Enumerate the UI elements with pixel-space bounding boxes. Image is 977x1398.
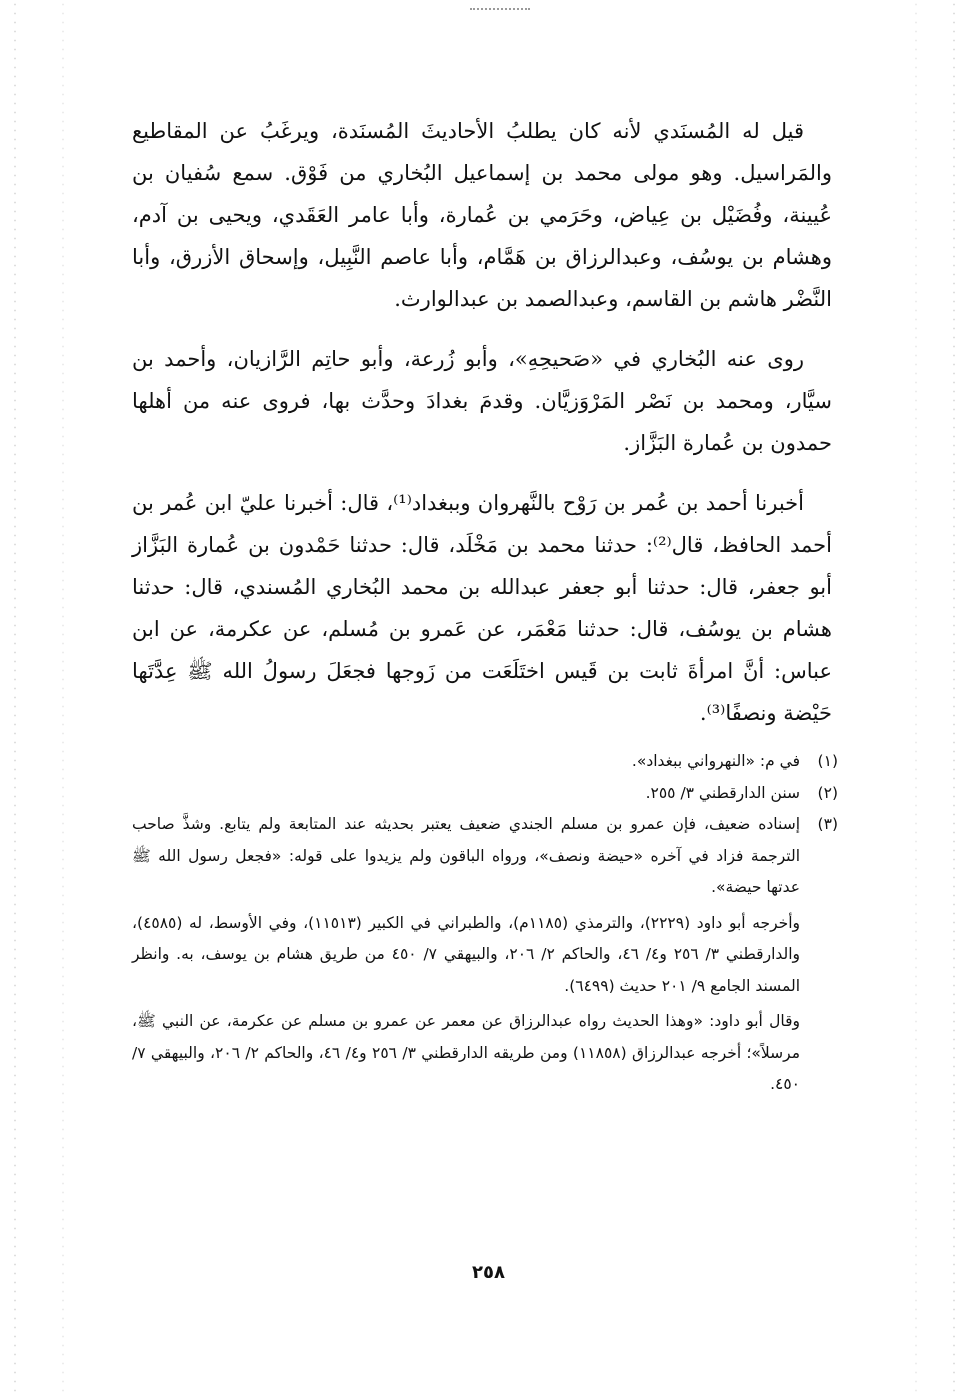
scan-margin-dots xyxy=(14,0,16,1398)
paragraph-biography: قيل له المُسنَدي لأنه كان يطلبُ الأحاديثَ المُسنَدة، ويرغَبُ عن المقاطيع والمَراسيل. وهو مولى محمد بن إسماعيل البُخاري من فَوْق. سمع سُفيان بن عُيينة، وفُضَيْل بن عِياض، وحَرَمي بن عُمارة، وأبا عامر العَقَدي، ويحيى بن آدم، وهشام بن يوسُف، وعبدالرزاق بن هَمَّام، وأبا عاصم النَّبِيل، وإسحاق الأزرق، وأبا النَّضْر هاشم بن القاسم، وعبدالصمد بن عبدالوارث. xyxy=(132,119,832,311)
footnote-abu-dawud-remark: وقال أبو داود: «وهذا الحديث رواه عبدالرزاق عن معمر عن عمرو بن مسلم عن عكرمة، عن النبي ﷺ، مرسلاً»؛ أخرجه عبدالرزاق (١١٨٥٨) ومن طريقه الدارقطني ٣/ ٢٥٦ و٤/ ٤٦، والحاكم ٢/ ٢٠٦، والبيهقي ٧/ ٤٥٠. xyxy=(132,1012,801,1093)
footnote-text: إسناده ضعيف، فإن عمرو بن مسلم الجندي ضعيف يعتبر بحديثه عند المتابعة ولم يتابع. وشذَّ صاحب الترجمة فزاد في آخره «حيضة ونصف»، ورواه الباقون ولم يزيدوا على قوله: «فجعل رسول الله ﷺ عدتها حيضة». xyxy=(132,815,800,896)
footnote-takhrij: وأخرجه أبو داود (٢٢٢٩)، والترمذي (١١٨٥م)، والطبراني في الكبير (١١٥١٣)، وفي الأوسط، له (٤٥٨٥)، والدارقطني ٣/ ٢٥٦ و٤/ ٤٦، والحاكم ٢/ ٢٠٦، والبيهقي ٧/ ٤٥٠ من طريق هشام بن يوسف، به. وانظر المسند الجامع ٩/ ٢٠١ حديث (٦٤٩٩). xyxy=(132,913,801,995)
paragraph-hadith-chain: أخبرنا أحمد بن عُمر بن رَوْح بالنَّهروان وببغداد⁽¹⁾، قال: أخبرنا عليّ ابن عُمر بن أحمد الحافظ، قال⁽²⁾: حدثنا محمد بن مَخْلَد، قال: حدثنا حَمْدون بن عُمارة البَزَّاز أبو جعفر، قال: حدثنا أبو جعفر عبدالله بن محمد البُخاري المُسندي، قال: حدثنا هشام بن يوسُف، قال: حدثنا مَعْمَر، عن عَمرو بن مُسلم، عن عكرمة، عن ابن عباس: أنَّ امرأةَ ثابت بن قَيس اختَلَعَت من زَوجها فجعَلَ رسولُ الله ﷺ عِدَّتَها حَيْضة ونصفًا⁽³⁾. xyxy=(132,491,832,725)
scan-top-mark xyxy=(470,0,530,10)
footnote-text: سنن الدارقطني ٣/ ٢٥٥. xyxy=(645,783,800,802)
footnote-body xyxy=(132,809,800,1101)
footnotes-section xyxy=(132,746,838,1101)
footnote-number: (١) xyxy=(817,752,838,770)
scan-margin-dots xyxy=(953,0,955,1398)
footnote-1 xyxy=(132,746,838,778)
main-text-block xyxy=(132,110,832,752)
scan-margin-dots xyxy=(915,0,917,1398)
page-number: ٢٥٨ xyxy=(472,1262,505,1283)
footnote-3 xyxy=(132,809,838,1101)
paragraph-narrators: روى عنه البُخاري في «صَحيحِهِ»، وأبو زُرعة، وأبو حاتِم الرَّازيان، وأحمد بن سيَّار، ومحمد بن نَصْر المَرْوَزيَّان. وقدمَ بغدادَ وحدَّث بها، فروى عنه من أهلها حمدون بن عُمارة البَزَّاز. xyxy=(132,347,832,455)
footnote-text: في م: «النهرواني ببغداد». xyxy=(631,752,800,770)
footnote-number: (٣) xyxy=(817,815,838,833)
footnote-number: (٢) xyxy=(817,783,838,802)
scan-margin-dots xyxy=(62,0,64,1398)
footnote-2 xyxy=(132,778,838,810)
